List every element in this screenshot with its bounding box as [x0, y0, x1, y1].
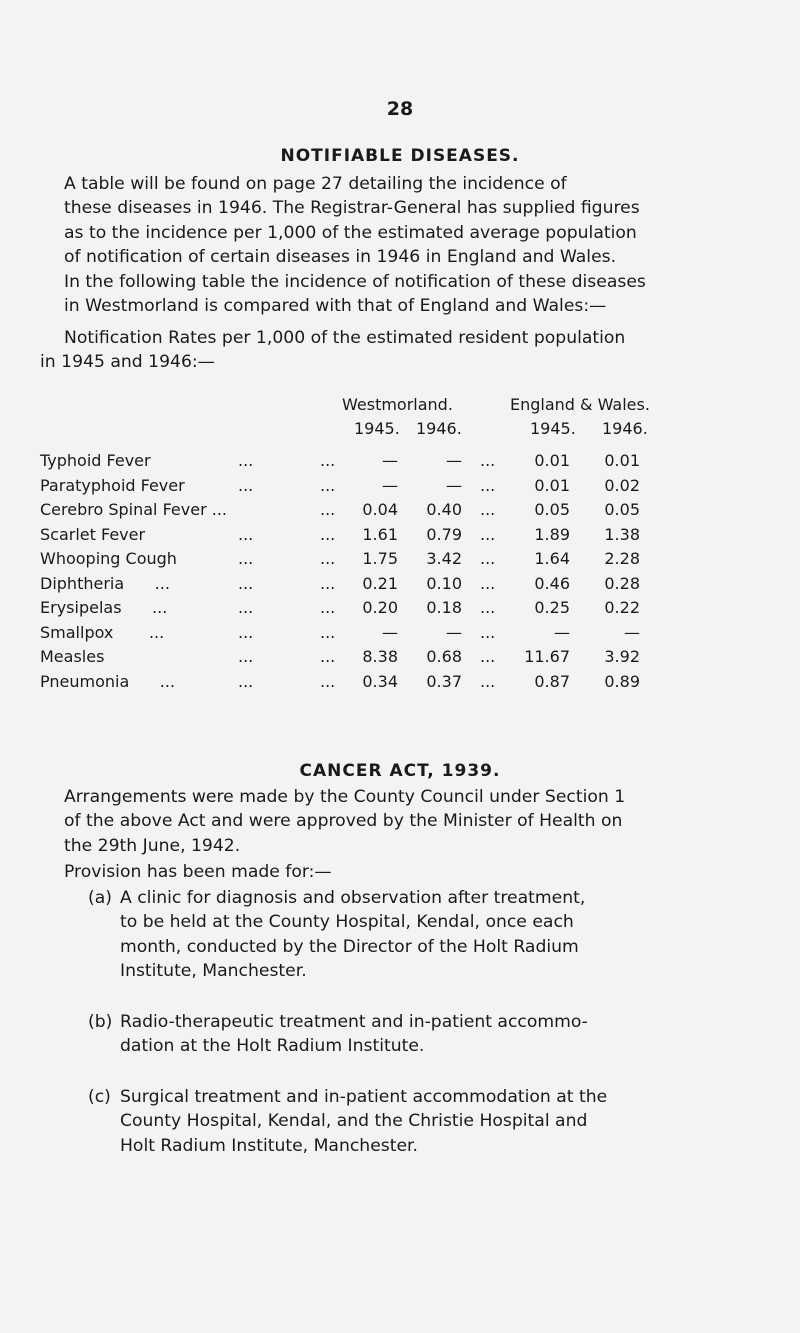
england-1945-value: 0.87 — [534, 671, 570, 691]
leader-dots: ... — [238, 475, 254, 495]
leader-dots: ... — [238, 524, 254, 544]
leader-dots: ... — [480, 647, 496, 666]
text-line: of the above Act and were approved by the Minister of Health on — [64, 811, 623, 832]
leader-dots: ... — [320, 598, 336, 617]
leader-dots: ... — [320, 475, 336, 495]
england-1946-value: 0.02 — [604, 475, 640, 495]
leader-dots: ... — [238, 549, 254, 568]
table-row — [40, 500, 770, 524]
leader-dots: ... — [238, 573, 254, 593]
text-line: the 29th June, 1942. — [64, 835, 241, 856]
westmorland-1945-value: 0.21 — [362, 573, 398, 593]
westmorland-1945-value: — — [382, 451, 398, 470]
england-1945-value: 0.25 — [534, 598, 570, 617]
cancer-act-paragraph — [40, 785, 765, 858]
text-line: Holt Radium Institute, Manchester. — [120, 1135, 418, 1156]
england-1946-value: 0.01 — [604, 451, 640, 470]
leader-dots: ... — [480, 500, 496, 519]
leader-dots: ... — [480, 671, 496, 691]
table-row — [40, 623, 770, 647]
text-line: in 1945 and 1946:— — [40, 352, 215, 373]
disease-name: Pneumonia ... — [40, 671, 176, 691]
table-row — [40, 598, 770, 622]
leader-dots: ... — [238, 598, 254, 617]
england-1946-value: 0.05 — [604, 500, 640, 519]
table-row — [40, 647, 770, 671]
leader-dots: ... — [320, 671, 336, 691]
text-line: Surgical treatment and in-patient accommodation at the — [120, 1087, 608, 1107]
westmorland-1946-value: 0.37 — [426, 671, 462, 691]
leader-dots: ... — [480, 451, 496, 470]
westmorland-1945-value: — — [382, 475, 398, 495]
leader-dots: ... — [320, 451, 336, 470]
text-line: In the following table the incidence of notification of these diseases — [64, 271, 646, 292]
westmorland-1945-value: 0.34 — [362, 671, 398, 691]
text-line: County Hospital, Kendal, and the Christie Hospital and — [120, 1111, 588, 1132]
table-row — [40, 525, 770, 549]
leader-dots: ... — [480, 475, 496, 495]
leader-dots: ... — [480, 573, 496, 593]
provision-item-a — [88, 886, 720, 984]
text-line: Notification Rates per 1,000 of the estimated resident population — [64, 328, 626, 348]
table-row — [40, 451, 770, 475]
provision-item-c — [88, 1085, 720, 1158]
westmorland-1945-value: 1.75 — [362, 549, 398, 568]
column-group-westmorland: Westmorland. — [342, 395, 453, 414]
westmorland-1945-value: 8.38 — [362, 647, 398, 666]
disease-name: Paratyphoid Fever — [40, 475, 185, 495]
england-1945-value: 1.64 — [534, 549, 570, 568]
table-row — [40, 672, 770, 696]
leader-dots: ... — [480, 549, 496, 568]
westmorland-1946-value: 0.79 — [426, 524, 462, 544]
westmorland-1946-value: 3.42 — [426, 549, 462, 568]
text-line: Arrangements were made by the County Council under Section 1 — [64, 787, 626, 807]
column-group-england-wales: England & Wales. — [510, 395, 650, 414]
text-line: A table will be found on page 27 detailing the incidence of — [64, 174, 567, 194]
england-1946-value: — — [624, 622, 640, 642]
item-marker: (c) — [88, 1087, 111, 1107]
westmorland-1946-value: 0.10 — [426, 573, 462, 593]
table-row — [40, 549, 770, 573]
westmorland-1946-value: — — [446, 451, 462, 470]
england-1946-value: 3.92 — [604, 647, 640, 666]
section-title-notifiable-diseases: NOTIFIABLE DISEASES. — [280, 146, 520, 166]
disease-name: Measles — [40, 647, 105, 666]
westmorland-1946-value: 0.18 — [426, 598, 462, 617]
column-year: 1946. — [602, 419, 648, 438]
item-marker: (b) — [88, 1012, 113, 1032]
leader-dots: ... — [320, 573, 336, 593]
text-line: A clinic for diagnosis and observation after treatment, — [120, 888, 586, 908]
westmorland-1945-value: 1.61 — [362, 524, 398, 544]
england-1945-value: 0.46 — [534, 573, 570, 593]
text-line: of notification of certain diseases in 1946 in England and Wales. — [64, 247, 617, 268]
england-1946-value: 0.89 — [604, 671, 640, 691]
disease-name: Scarlet Fever — [40, 524, 146, 544]
england-1945-value: 0.01 — [534, 475, 570, 495]
leader-dots: ... — [238, 671, 254, 691]
leader-dots: ... — [480, 622, 496, 642]
section-title-cancer-act: CANCER ACT, 1939. — [299, 761, 501, 781]
westmorland-1946-value: 0.40 — [426, 500, 462, 519]
disease-name: Whooping Cough — [40, 549, 177, 568]
text-line: these diseases in 1946. The Registrar-General has supplied figures — [64, 198, 640, 219]
text-line: Radio-therapeutic treatment and in-patient accommo- — [120, 1012, 588, 1032]
england-1945-value: 1.89 — [534, 524, 570, 544]
england-1946-value: 1.38 — [604, 524, 640, 544]
text-line: month, conducted by the Director of the Holt Radium — [120, 936, 579, 957]
column-year: 1945. — [354, 419, 400, 438]
text-line: as to the incidence per 1,000 of the estimated average population — [64, 222, 637, 243]
disease-name: Cerebro Spinal Fever ... — [40, 500, 227, 519]
leader-dots: ... — [320, 622, 336, 642]
text-line: in Westmorland is compared with that of England and Wales:— — [64, 296, 607, 317]
text-line: dation at the Holt Radium Institute. — [120, 1036, 425, 1057]
leader-dots: ... — [238, 622, 254, 642]
intro-paragraph — [40, 172, 765, 318]
leader-dots: ... — [480, 598, 496, 617]
item-marker: (a) — [88, 888, 112, 908]
text-line: Institute, Manchester. — [120, 961, 307, 982]
westmorland-1945-value: — — [382, 622, 398, 642]
page-number: 28 — [386, 98, 414, 120]
leader-dots: ... — [320, 524, 336, 544]
provision-line: Provision has been made for:— — [64, 862, 332, 882]
leader-dots: ... — [238, 647, 254, 666]
westmorland-1945-value: 0.20 — [362, 598, 398, 617]
england-1946-value: 0.28 — [604, 573, 640, 593]
england-1945-value: 0.05 — [534, 500, 570, 519]
table-row — [40, 476, 770, 500]
rates-paragraph — [40, 326, 765, 375]
leader-dots: ... — [320, 549, 336, 568]
disease-name: Erysipelas ... — [40, 598, 168, 617]
westmorland-1946-value: 0.68 — [426, 647, 462, 666]
england-1945-value: 0.01 — [534, 451, 570, 470]
text-line: to be held at the County Hospital, Kendal, once each — [120, 912, 574, 933]
column-year: 1945. — [530, 419, 576, 438]
leader-dots: ... — [320, 500, 336, 519]
england-1945-value: — — [554, 622, 570, 642]
leader-dots: ... — [480, 524, 496, 544]
disease-name: Diphtheria ... — [40, 573, 170, 593]
table-row — [40, 574, 770, 598]
disease-name: Typhoid Fever — [40, 451, 151, 470]
column-year: 1946. — [416, 419, 462, 438]
westmorland-1946-value: — — [446, 622, 462, 642]
england-1946-value: 2.28 — [604, 549, 640, 568]
westmorland-1946-value: — — [446, 475, 462, 495]
england-1946-value: 0.22 — [604, 598, 640, 617]
leader-dots: ... — [238, 451, 254, 470]
england-1945-value: 11.67 — [524, 647, 570, 666]
provision-item-b — [88, 1010, 720, 1059]
leader-dots: ... — [320, 647, 336, 666]
westmorland-1945-value: 0.04 — [362, 500, 398, 519]
disease-name: Smallpox ... — [40, 622, 165, 642]
